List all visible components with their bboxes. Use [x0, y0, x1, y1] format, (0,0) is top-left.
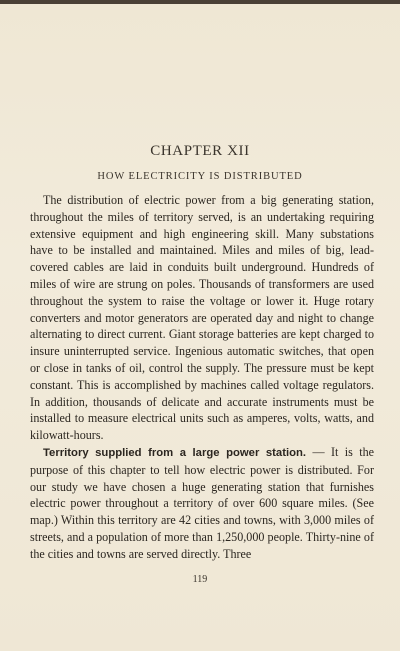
- chapter-heading: CHAPTER XII: [150, 143, 250, 159]
- page-top-edge: [0, 0, 400, 4]
- paragraph: [30, 444, 374, 563]
- body-text: [30, 192, 374, 563]
- chapter-title: HOW ELECTRICITY IS DISTRIBUTED: [97, 171, 303, 182]
- paragraph-text: The distribution of electric power from a big generating station, throughout the miles of territory served, is an undertaking requiring extensive equipment and high engineering skill. Many substations have to be installed and maintained. Miles and miles of big, lead-covered cables are laid in conduits built underground. Hundreds of miles of wire are strung on poles. Thousands of transformers are used throughout the system to raise the voltage or lower it. Huge rotary converters and motor generators are operated day and night to change alternating to direct current. Giant storage batteries are kept charged to insure uninterrupted service. Ingenious automatic switches, that open or close in tanks of oil, control the supply. The pressure must be kept constant. This is accomplished by machines called voltage regulators. In addition, thousands of delicate and accurate instruments must be installed to measure electrical units such as amperes, volts, watts, and kilowatt-hours.: [30, 193, 374, 443]
- page-number: 119: [192, 574, 208, 585]
- paragraph: [30, 192, 374, 444]
- run-in-heading: Territory supplied from a large power station.: [43, 446, 307, 459]
- paragraph-text: — It is the purpose of this chapter to tell how electric power is distributed. For our study we have chosen a huge generating station that furnishes electric power throughout a territory of over 600 square miles. (See map.) Within this territory are 42 cities and towns, with 3,000 miles of streets, and a population of more than 1,250,000 people. Thirty-nine of the cities and towns are served directly. Three: [30, 444, 375, 561]
